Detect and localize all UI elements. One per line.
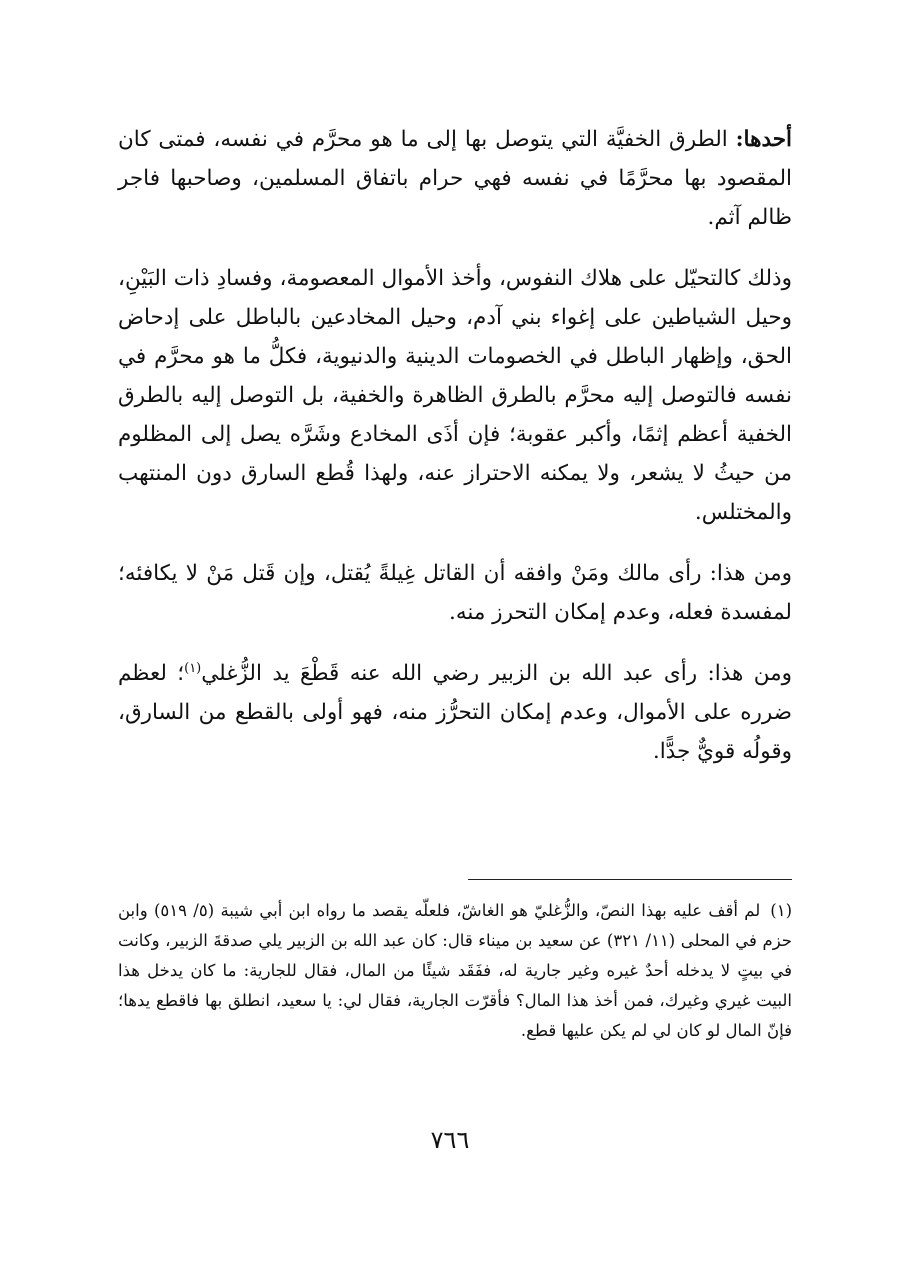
paragraph-2: وذلك كالتحيّل على هلاك النفوس، وأخذ الأموال المعصومة، وفسادِ ذات البَيْنِ، وحيل الشياطين على إغواء بني آدم، وحيل المخادعين بالباطل على إدحاض الحق، وإظهار الباطل في الخصومات الدينية والدنيوية، فكلُّ ما هو محرَّم في نفسه فالتوصل إليه محرَّم بالطرق الظاهرة والخفية، بل التوصل إليه بالطرق الخفية أعظم إثمًا، وأكبر عقوبة؛ فإن أذَى المخادع وشَرَّه يصل إلى المظلوم من حيثُ لا يشعر، ولا يمكنه الاحتراز عنه، ولهذا قُطع السارق دون المنتهب والمختلس. xyxy=(118,266,792,525)
paragraph-4-text-before-note: ومن هذا: رأى عبد الله بن الزبير رضي الله عنه قَطْعَ يد الزُّغلي xyxy=(201,661,792,686)
paragraph-1-text: الطرق الخفيَّة التي يتوصل بها إلى ما هو محرَّم في نفسه، فمتى كان المقصود بها محرَّمًا في نفسه فهي حرام باتفاق المسلمين، وصاحبها فاجر ظالم آثم. xyxy=(118,127,792,230)
paragraph-4-text-after-note: ؛ لعظم ضرره على الأموال، وعدم إمكان التحرُّز منه، فهو أولى بالقطع من السارق، وقولُه قويٌّ جدًّا. xyxy=(118,661,792,764)
footnote-reference[interactable]: (١) xyxy=(184,660,202,676)
paragraph-1 xyxy=(118,120,792,237)
footnote-text: لم أقف عليه بهذا النصّ، والزُّغليّ هو الغاشّ، فلعلّه يقصد ما رواه ابن أبي شيبة (٥/ ٥١٩) وابن حزم في المحلى (١١/ ٣٢١) عن سعيد بن ميناء قال: كان عبد الله بن الزبير يلي صدقةَ الزبير، وكانت في بيتٍ لا يدخله أحدٌ غيره وغير جارية له، ففَقَد شيئًا من المال، فقال للجارية: ما كان يدخل هذا البيت غيري وغيرك، فمن أخذ هذا المال؟ فأقرّت الجارية، فقال لي: يا سعيد، انطلق بها فاقطع يدها؛ فإنّ المال لو كان لي لم يكن عليها قطع. xyxy=(118,901,792,1040)
paragraph-4 xyxy=(118,654,792,771)
main-text xyxy=(118,120,792,771)
page-number: ٧٦٦ xyxy=(430,1126,470,1154)
footnote-separator xyxy=(468,879,792,880)
footnote xyxy=(118,896,792,1046)
paragraph-1-lead: أحدها: xyxy=(735,127,792,152)
footnote-number: (١) xyxy=(770,901,792,920)
paragraph-3: ومن هذا: رأى مالك ومَنْ وافقه أن القاتل غِيلةً يُقتل، وإن قَتل مَنْ لا يكافئه؛ لمفسدة فعله، وعدم إمكان التحرز منه. xyxy=(118,561,792,625)
